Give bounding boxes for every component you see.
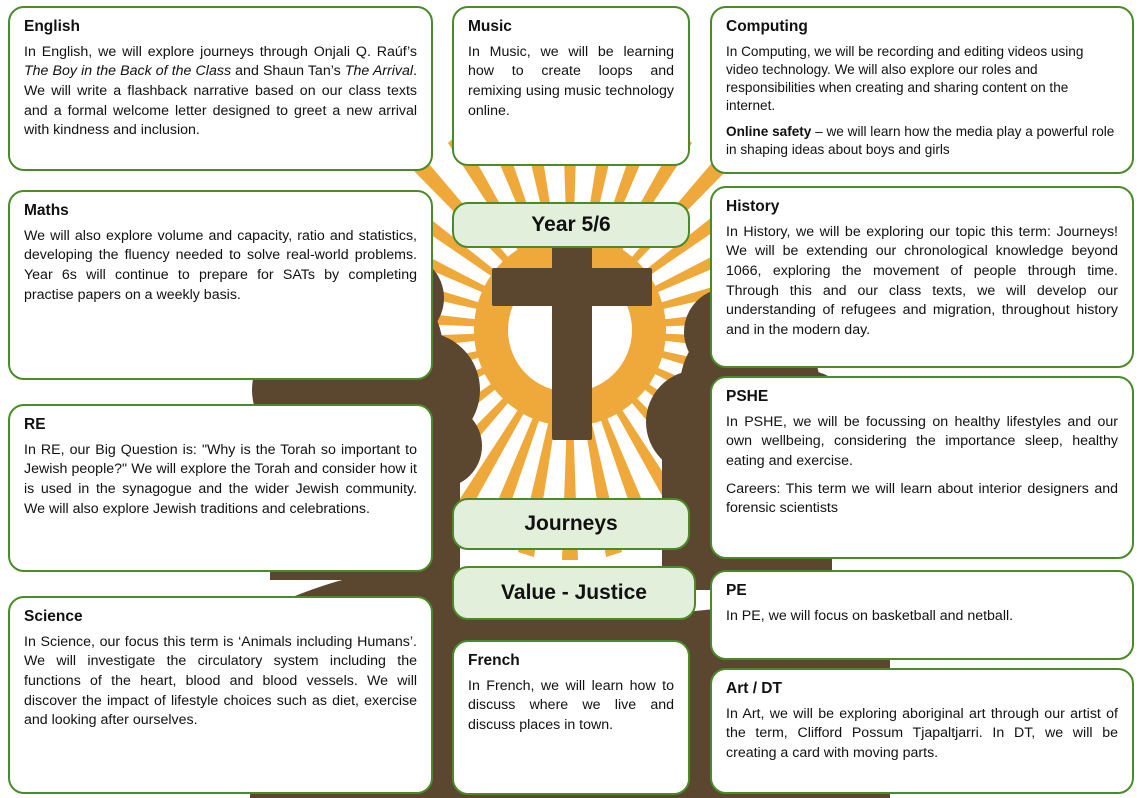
subject-card-maths: [8, 190, 433, 380]
subject-body-art-dt: In Art, we will be exploring aboriginal art through our artist of the term, Clifford Possum Tjapaltjarri. In DT, we will be creating a card with moving parts.: [726, 705, 1118, 761]
subject-card-history: [710, 186, 1134, 368]
subject-body-french: In French, we will learn how to discuss where we live and discuss places in town.: [468, 677, 674, 733]
subject-title-music: Music: [468, 18, 512, 35]
value-label: Value - Justice: [452, 566, 696, 620]
subject-careers-pshe: Careers: This term we will learn about interior designers and forensic scientists: [726, 480, 1118, 517]
subject-card-science: [8, 596, 433, 794]
subject-body-maths: We will also explore volume and capacity, ratio and statistics, developing the fluency needed to solve real-world problems. Year 6s will continue to prepare for SATs by completing practise papers on a weekly basis.: [24, 227, 417, 303]
subject-body-history: In History, we will be exploring our topic this term: Journeys! We will be extending our chronological knowledge beyond 1066, exploring the movement of people through time. Through this and our class texts, we will develop our understanding of refugees and migration, throughout history and in the modern day.: [726, 223, 1118, 338]
subject-card-music: [452, 6, 690, 166]
subject-title-english: English: [24, 18, 80, 35]
subject-card-re: [8, 404, 433, 572]
subject-title-pe: PE: [726, 582, 747, 599]
subject-title-history: History: [726, 198, 780, 215]
subject-title-art-dt: Art / DT: [726, 680, 782, 697]
subject-title-pshe: PSHE: [726, 388, 769, 405]
subject-title-french: French: [468, 652, 520, 669]
subject-card-art-dt: [710, 668, 1134, 794]
subject-title-computing: Computing: [726, 18, 808, 35]
subject-body-re: In RE, our Big Question is: "Why is the Torah so important to Jewish people?" We will explore the Torah and consider how it is used in the synagogue and the wider Jewish community. We will also explore Jewish traditions and celebrations.: [24, 441, 417, 517]
subject-card-pshe: [710, 376, 1134, 559]
subject-card-english: [8, 6, 433, 171]
subject-card-pe: [710, 570, 1134, 660]
subject-body-science: In Science, our focus this term is ‘Animals including Humans’. We will investigate the circulatory system including the functions of the heart, blood and blood vessels. We will discover the impact of lifestyle choices such as diet, exercise and looking after ourselves.: [24, 633, 417, 729]
subject-card-computing: [710, 6, 1134, 174]
topic-label: Journeys: [452, 498, 690, 550]
subject-body-english: In English, we will explore journeys through Onjali Q. Raúf’s The Boy in the Back of the Class and Shaun Tan’s The Arrival. We will write a flashback narrative based on our class texts and a formal welcome letter designed to greet a new arrival with kindness and inclusion.: [24, 43, 418, 139]
subject-card-french: [452, 640, 690, 795]
subject-title-re: RE: [24, 416, 46, 433]
year-group-label: Year 5/6: [452, 202, 690, 248]
subject-body-music: In Music, we will be learning how to create loops and remixing using music technology online.: [468, 43, 674, 119]
subject-title-science: Science: [24, 608, 83, 625]
subject-online-safety-computing: Online safety – we will learn how the media play a powerful role in shaping ideas about boys and girls: [726, 123, 1115, 157]
subject-body-pe: In PE, we will focus on basketball and netball.: [726, 607, 1014, 624]
subject-title-maths: Maths: [24, 202, 69, 219]
subject-body-pshe: In PSHE, we will be focussing on healthy lifestyles and our own wellbeing, considering the importance sleep, healthy eating and exercise.: [726, 413, 1118, 469]
subject-body-computing: In Computing, we will be recording and editing videos using video technology. We will also explore our roles and responsibilities when creating and sharing content on the internet.: [726, 43, 1084, 113]
